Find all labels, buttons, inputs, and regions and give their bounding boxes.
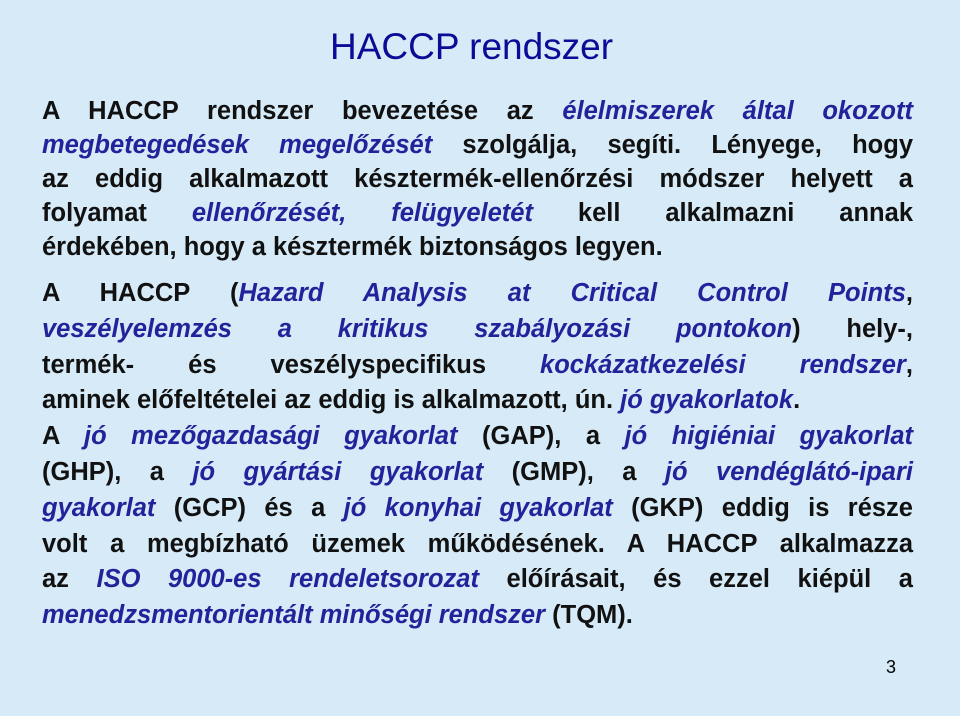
text-line: [42, 598, 913, 634]
text-run: (GMP), a: [483, 457, 665, 486]
emphasis-text: élelmiszerek által okozott: [562, 97, 913, 125]
emphasis-text: megbetegedések megelőzését: [42, 131, 433, 159]
emphasis-text: menedzsmentorientált minőségi rendszer: [42, 601, 546, 630]
text-run: A: [42, 422, 84, 451]
text-run: folyamat: [42, 199, 192, 227]
emphasis-text: jó higiéniai gyakorlat: [624, 422, 914, 451]
emphasis-text: jó mezőgazdasági gyakorlat: [83, 422, 458, 451]
text-line: [42, 312, 913, 348]
text-line: [42, 562, 913, 598]
text-run: (TQM).: [545, 601, 633, 630]
emphasis-text: Hazard Analysis at Critical Control Points: [238, 279, 906, 307]
text-line: [42, 128, 913, 162]
emphasis-text: kockázatkezelési rendszer: [540, 350, 906, 379]
text-run: ) hely-,: [792, 314, 913, 343]
text-line: [42, 230, 913, 264]
text-line: [42, 455, 913, 491]
text-run: (GAP), a: [457, 422, 625, 451]
paragraph-haccp-definition: [42, 276, 913, 634]
text-run: A HACCP rendszer bevezetése az: [42, 97, 563, 125]
text-run: termék- és veszélyspecifikus: [42, 350, 541, 379]
text-line: [42, 419, 913, 455]
emphasis-text: veszélyelemzés a kritikus szabályozási pontokon: [42, 314, 793, 343]
text-run: előírásait, és ezzel kiépül a: [478, 565, 913, 594]
emphasis-text: jó vendéglátó-ipari: [664, 457, 913, 486]
paragraph-intro: [42, 94, 913, 264]
text-line: [42, 276, 913, 312]
emphasis-text: ISO 9000-es rendeletsorozat: [96, 565, 479, 594]
text-run: (GHP), a: [42, 457, 193, 486]
text-line: [42, 527, 913, 563]
text-run: (GKP) eddig is része: [612, 493, 913, 522]
text-run: (GCP) és a: [155, 493, 344, 522]
text-line: [42, 348, 913, 384]
text-run: érdekében, hogy a késztermék biztonságos legyen.: [42, 233, 663, 261]
text-line: [42, 383, 913, 419]
text-run: .: [793, 386, 801, 415]
emphasis-text: ellenőrzését, felügyeletét: [191, 199, 533, 227]
text-run: ,: [905, 350, 913, 379]
text-line: [42, 491, 913, 527]
page-number: 3: [886, 657, 897, 677]
text-run: kell alkalmazni annak: [532, 199, 913, 227]
text-run: az: [42, 565, 97, 594]
text-line: [42, 162, 913, 196]
slide-title: HACCP rendszer: [330, 26, 614, 67]
text-run: az eddig alkalmazott késztermék-ellenőrzési módszer helyett a: [42, 165, 913, 193]
emphasis-text: gyakorlat: [42, 493, 156, 522]
text-run: aminek előfeltételei az eddig is alkalmazott, ún.: [42, 386, 621, 415]
text-line: [42, 196, 913, 230]
emphasis-text: jó gyártási gyakorlat: [192, 457, 484, 486]
text-run: ,: [905, 279, 913, 307]
text-line: [42, 94, 913, 128]
text-run: volt a megbízható üzemek működésének. A HACCP alkalmazza: [42, 529, 913, 558]
text-run: A HACCP (: [42, 279, 239, 307]
text-run: szolgálja, segíti. Lényege, hogy: [432, 131, 914, 159]
emphasis-text: jó konyhai gyakorlat: [343, 493, 613, 522]
emphasis-text: jó gyakorlatok: [620, 386, 794, 415]
